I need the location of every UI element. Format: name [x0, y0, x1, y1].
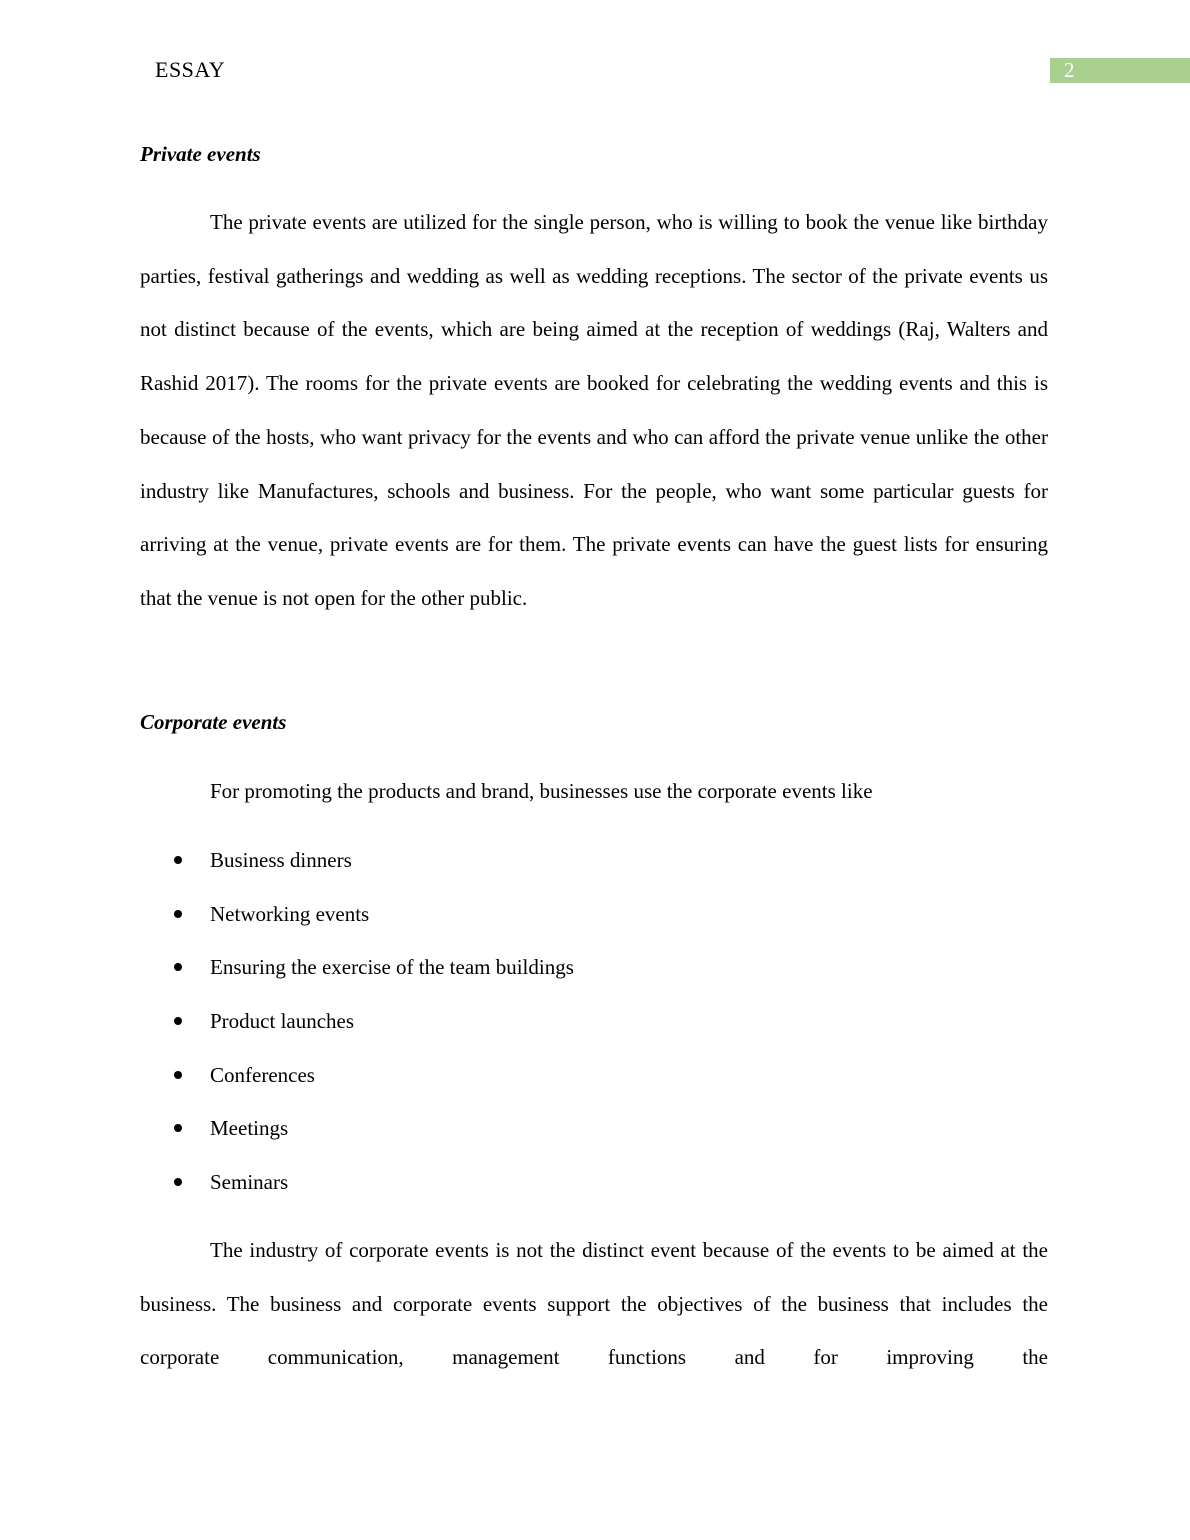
- corporate-events-intro: For promoting the products and brand, businesses use the corporate events like: [210, 779, 873, 803]
- bullet-icon: [174, 1178, 182, 1186]
- running-header-title: ESSAY: [155, 57, 226, 82]
- bullet-icon: [174, 1017, 182, 1025]
- bullet-icon: [174, 1071, 182, 1079]
- section-heading-private-events: Private events: [140, 142, 261, 166]
- list-item-text: Networking events: [210, 901, 370, 926]
- list-item-text: Meetings: [210, 1116, 289, 1141]
- bullet-icon: [174, 910, 182, 918]
- bullet-icon: [174, 856, 182, 864]
- list-item-text: Business dinners: [210, 848, 352, 872]
- list-item-text: Seminars: [210, 1170, 289, 1195]
- bullet-icon: [174, 963, 182, 971]
- list-item-text: Conferences: [210, 1062, 315, 1087]
- page-number: 2: [1064, 58, 1075, 82]
- list-item-text: Ensuring the exercise of the team buildings: [210, 955, 574, 980]
- paragraph-corporate-events: The industry of corporate events is not the distinct event because of the events to be aimed at the business. The business and corporate events support the objectives of the business that includes the corporate communication, management functions and for improving the: [140, 1238, 1048, 1370]
- section-heading-corporate-events: Corporate events: [140, 710, 287, 734]
- page-number-bar: [1050, 58, 1190, 83]
- bullet-icon: [174, 1124, 182, 1132]
- list-item-text: Product launches: [210, 1009, 355, 1034]
- paragraph-private-events: The private events are utilized for the single person, who is willing to book the venue like birthday parties, festival gatherings and wedding as well as wedding receptions. The sector of the private events us not distinct because of the events, which are being aimed at the reception of weddings (Raj, Walters and Rashid 2017). The rooms for the private events are booked for celebrating the wedding events and this is because of the hosts, who want privacy for the events and who can afford the private venue unlike the other industry like Manufactures, schools and business. For the people, who want some particular guests for arriving at the venue, private events are for them. The private events can have the guest lists for ensuring that the venue is not open for the other public.: [140, 210, 1048, 610]
